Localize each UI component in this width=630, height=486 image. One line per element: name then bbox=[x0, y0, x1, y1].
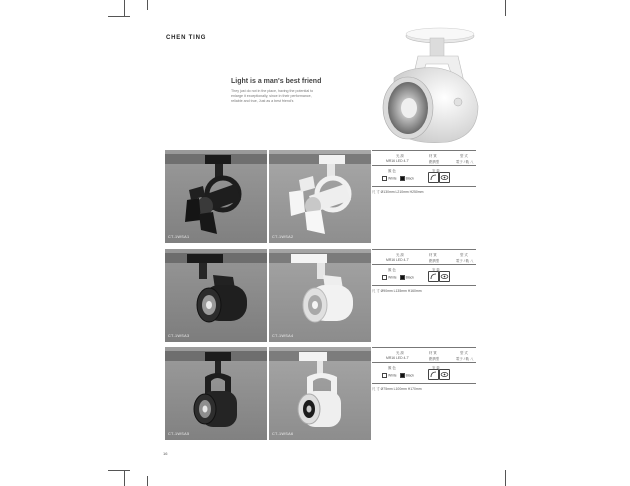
spec-panel bbox=[372, 249, 476, 309]
model-number: CT-1WSA4 bbox=[272, 334, 294, 338]
black-swatch bbox=[400, 275, 405, 280]
product-photo bbox=[269, 249, 371, 342]
crop-mark bbox=[124, 0, 125, 16]
white-yoke-spotlight-icon bbox=[269, 347, 371, 440]
spec-header-material: 材 質 bbox=[429, 351, 437, 355]
spec-value-source: MR16 LED 4-7' bbox=[386, 258, 410, 262]
eye-icon bbox=[439, 172, 450, 183]
spec-value-shape: 電子 / 軌 八 bbox=[456, 357, 474, 361]
hero-spotlight-image bbox=[368, 18, 490, 146]
spec-size: 尺 寸 Ø130mm L210mm H250mm bbox=[372, 190, 424, 194]
spec-colors-label: 顏 色 bbox=[388, 366, 396, 370]
white-swatch bbox=[382, 176, 387, 181]
black-yoke-spotlight-icon bbox=[165, 347, 267, 440]
brand-logo: CHEN TING bbox=[166, 35, 207, 41]
black-barndoor-spotlight-icon bbox=[165, 150, 267, 243]
black-swatch bbox=[400, 373, 405, 378]
spec-value-material: 鋁擠型 bbox=[429, 259, 440, 263]
spec-install-label: 安 裝 bbox=[432, 268, 440, 272]
spec-header-material: 材 質 bbox=[429, 253, 437, 257]
spec-install-label: 安 裝 bbox=[432, 366, 440, 370]
crop-mark bbox=[108, 470, 130, 471]
crop-mark bbox=[124, 470, 125, 486]
spec-value-source: MR16 LED 4-7' bbox=[386, 356, 410, 360]
spec-value-source: MR16 LED 4-7' bbox=[386, 159, 410, 163]
eye-icon bbox=[439, 271, 450, 282]
product-photo bbox=[165, 249, 267, 342]
spec-header-source: 光 源 bbox=[396, 154, 404, 158]
spec-install-label: 安 裝 bbox=[432, 169, 440, 173]
arc-icon bbox=[428, 271, 439, 282]
spec-colors-label: 顏 色 bbox=[388, 169, 396, 173]
crop-mark bbox=[147, 0, 148, 10]
product-photo bbox=[165, 347, 267, 440]
page-number: 16 bbox=[163, 451, 168, 456]
spec-colors-label: 顏 色 bbox=[388, 268, 396, 272]
spec-size: 尺 寸 Ø90mm L135mm H160mm bbox=[372, 289, 422, 293]
model-number: CT-1WSA2 bbox=[272, 235, 294, 239]
tagline-body: They just do not in the place, having the potential to enlarge it exceptionally, since in their performance, reliable and true, Just as a best friend's bbox=[231, 89, 314, 104]
crop-mark bbox=[505, 470, 506, 486]
crop-mark bbox=[147, 476, 148, 486]
product-photo bbox=[165, 150, 267, 243]
color-options: White Black bbox=[382, 275, 414, 280]
spec-panel bbox=[372, 150, 476, 210]
spec-header-material: 材 質 bbox=[429, 154, 437, 158]
product-photo bbox=[269, 150, 371, 243]
spec-value-shape: 電子 / 軌 八 bbox=[456, 259, 474, 263]
product-photo bbox=[269, 347, 371, 440]
white-barndoor-spotlight-icon bbox=[269, 150, 371, 243]
spec-value-material: 鋁擠型 bbox=[429, 160, 440, 164]
white-swatch bbox=[382, 373, 387, 378]
spec-header-source: 光 源 bbox=[396, 253, 404, 257]
spec-panel bbox=[372, 347, 476, 407]
black-spotlight-icon bbox=[165, 249, 267, 342]
black-swatch bbox=[400, 176, 405, 181]
crop-mark bbox=[505, 0, 506, 16]
white-spotlight-icon bbox=[269, 249, 371, 342]
arc-icon bbox=[428, 172, 439, 183]
tagline-title: Light is a man's best friend bbox=[231, 78, 322, 85]
model-number: CT-1WSA6 bbox=[272, 432, 294, 436]
spec-header-source: 光 源 bbox=[396, 351, 404, 355]
eye-icon bbox=[439, 369, 450, 380]
white-swatch bbox=[382, 275, 387, 280]
spec-header-shape: 型 式 bbox=[460, 351, 468, 355]
spec-header-shape: 型 式 bbox=[460, 154, 468, 158]
model-number: CT-1WSA5 bbox=[168, 432, 190, 436]
crop-mark bbox=[108, 16, 130, 17]
color-options: White Black bbox=[382, 176, 414, 181]
spec-header-shape: 型 式 bbox=[460, 253, 468, 257]
arc-icon bbox=[428, 369, 439, 380]
color-options: White Black bbox=[382, 373, 414, 378]
spec-size: 尺 寸 Ø75mm L100mm H170mm bbox=[372, 387, 422, 391]
model-number: CT-1WSA3 bbox=[168, 334, 190, 338]
spec-value-shape: 電子 / 軌 八 bbox=[456, 160, 474, 164]
model-number: CT-1WSA1 bbox=[168, 235, 190, 239]
spec-value-material: 鋁擠型 bbox=[429, 357, 440, 361]
